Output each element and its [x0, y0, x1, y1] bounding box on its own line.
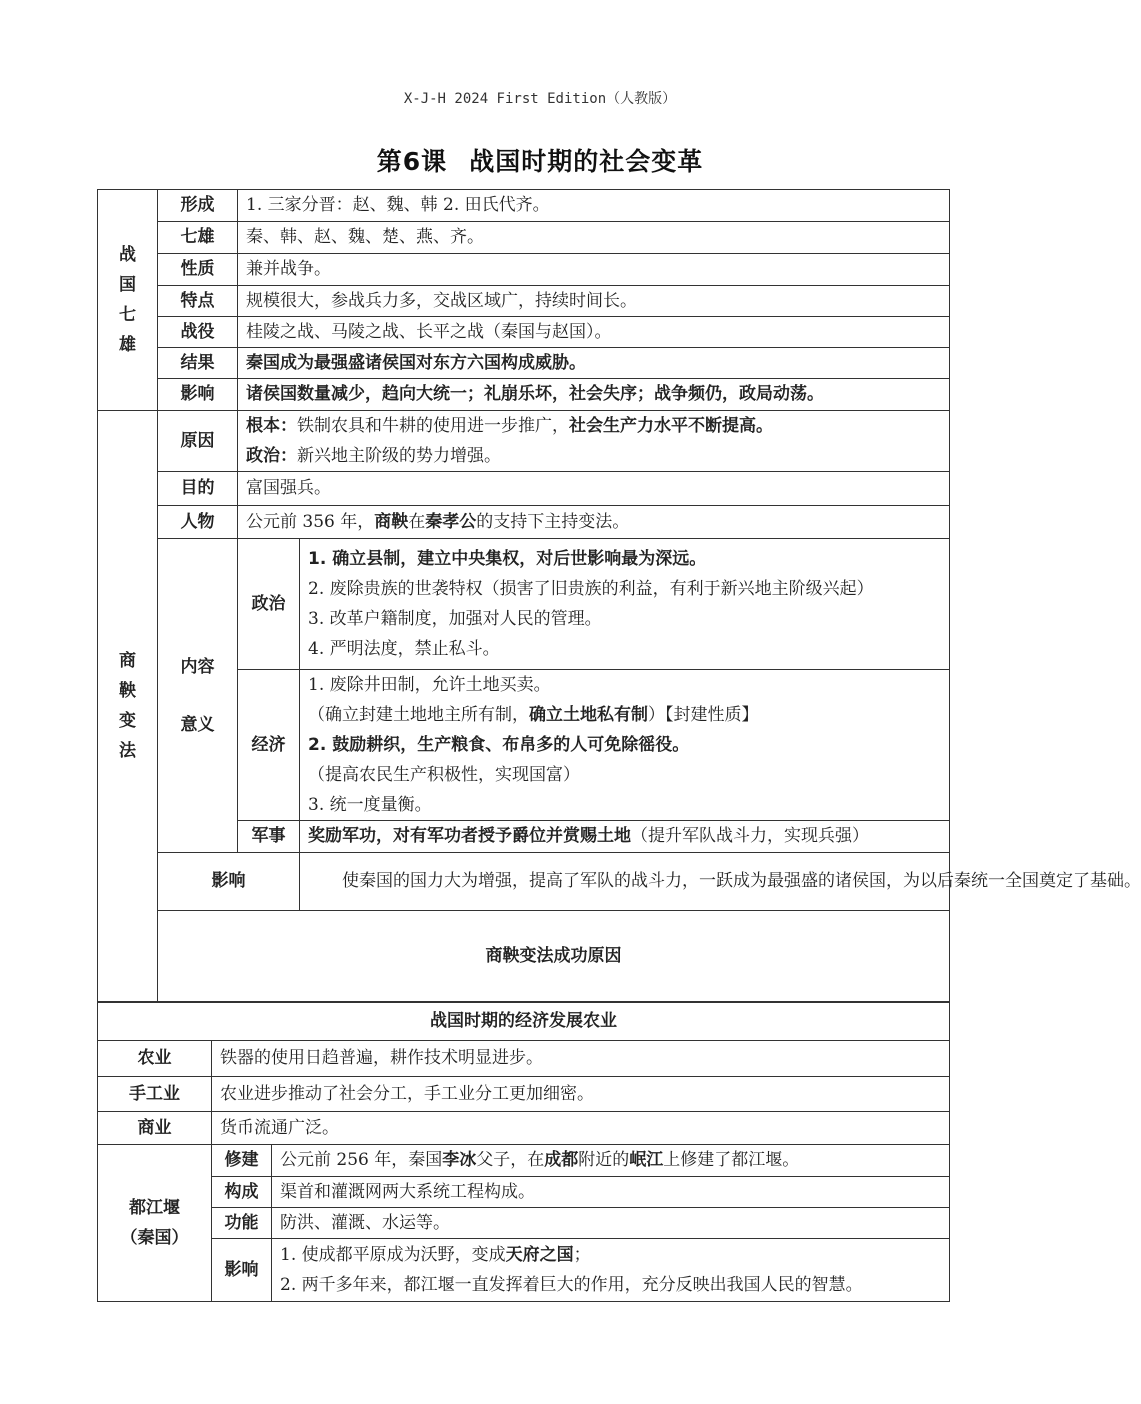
purpose-value: 富国强兵。 [238, 472, 950, 506]
dujiangyan-label: 都江堰 （秦国） [98, 1145, 212, 1302]
row-value: 秦国成为最强盛诸侯国对东方六国构成威胁。 [238, 348, 950, 379]
economy-value: 1. 废除井田制，允许土地买卖。 （确立封建土地地主所有制，确立土地私有制）【封建性质】 2. 鼓励耕织，生产粮食、布帛多的人可免除徭役。 （提高农民生产积极性，实现国富） 3. 统一度量衡。 [300, 670, 950, 821]
function-key: 功能 [212, 1208, 272, 1239]
impact-value: 使秦国的国力大为增强，提高了军队的战斗力，一跃成为最强盛的诸侯国，为以后秦统一全国奠定了基础。 [300, 853, 950, 911]
reason-politics-text: 新兴地主阶级的势力增强。 [297, 446, 501, 466]
table-row [98, 286, 950, 317]
row-value: 规模很大，参战兵力多，交战区域广，持续时间长。 [238, 286, 950, 317]
dj-impact-key: 影响 [212, 1239, 272, 1302]
main-table [97, 189, 1141, 1002]
reason-root-label: 根本： [246, 416, 297, 436]
function-value: 防洪、灌溉、水运等。 [272, 1208, 950, 1239]
row-value: 铁器的使用日趋普遍，耕作技术明显进步。 [212, 1041, 950, 1077]
politics-value: 1. 确立县制，建立中央集权，对后世影响最为深远。 2. 废除贵族的世袭特权（损害了旧贵族的利益，有利于新兴地主阶级兴起） 3. 改革户籍制度，加强对人民的管理。 4. 严明法度，禁止私斗。 [300, 539, 950, 670]
row-key: 结果 [158, 348, 238, 379]
reason-root-bold: 社会生产力水平不断提高。 [569, 416, 773, 436]
table-row [98, 317, 950, 348]
row-key: 特点 [158, 286, 238, 317]
economy-key: 经济 [238, 670, 300, 821]
shangyang-label: 商 鞅 变 法 [98, 411, 158, 1002]
table-row [98, 222, 950, 254]
page-header: X-J-H 2024 First Edition（人教版） [403, 91, 677, 107]
table-row [98, 853, 950, 911]
success-key: 商鞅变法成功原因 [158, 911, 950, 1002]
table-row [98, 1145, 950, 1177]
row-key: 性质 [158, 254, 238, 286]
reason-root-text: 铁制农具和牛耕的使用进一步推广， [297, 416, 569, 436]
row-value: 货币流通广泛。 [212, 1112, 950, 1145]
qixiong-label: 战 国 七 雄 [98, 190, 158, 411]
table-row [98, 1177, 950, 1208]
reason-key: 原因 [158, 411, 238, 472]
purpose-key: 目的 [158, 472, 238, 506]
table-row [98, 379, 950, 411]
row-key: 七雄 [158, 222, 238, 254]
table-row [98, 1041, 950, 1077]
row-key: 形成 [158, 190, 238, 222]
person-key: 人物 [158, 506, 238, 539]
table-row [98, 190, 950, 222]
content-meaning-label: 内容 意义 [158, 539, 238, 853]
row-key: 商业 [98, 1112, 212, 1145]
row-value: 兼并战争。 [238, 254, 950, 286]
table-row [98, 1077, 950, 1112]
politics-key: 政治 [238, 539, 300, 670]
table-row [98, 911, 950, 1002]
structure-value: 渠首和灌溉网两大系统工程构成。 [272, 1177, 950, 1208]
table-row [98, 472, 950, 506]
row-key: 影响 [158, 379, 238, 411]
table-row [98, 254, 950, 286]
row-key: 战役 [158, 317, 238, 348]
impact-key: 影响 [158, 853, 300, 911]
row-value: 秦、韩、赵、魏、楚、燕、齐。 [238, 222, 950, 254]
dj-impact-value: 1. 使成都平原成为沃野，变成天府之国； 2. 两千多年来，都江堰一直发挥着巨大的作用，充分反映出我国人民的智慧。 [272, 1239, 950, 1302]
table-row [98, 1208, 950, 1239]
reason-politics-label: 政治： [246, 446, 297, 466]
economy-section-title: 战国时期的经济发展农业 [98, 1003, 950, 1041]
table-row [98, 1239, 950, 1302]
military-value: 奖励军功，对有军功者授予爵位并赏赐土地（提升军队战斗力，实现兵强） [300, 821, 950, 853]
table-row [98, 411, 950, 472]
page-title [0, 142, 1080, 178]
structure-key: 构成 [212, 1177, 272, 1208]
lesson-number: 第6课 [376, 147, 448, 176]
table-row [98, 506, 950, 539]
row-key: 农业 [98, 1041, 212, 1077]
table-row [98, 1112, 950, 1145]
person-value: 公元前 356 年，商鞅在秦孝公的支持下主持变法。 [238, 506, 950, 539]
build-key: 修建 [212, 1145, 272, 1177]
row-key: 手工业 [98, 1077, 212, 1112]
row-value: 1. 三家分晋：赵、魏、韩 2. 田氏代齐。 [238, 190, 950, 222]
row-value: 桂陵之战、马陵之战、长平之战（秦国与赵国）。 [238, 317, 950, 348]
table-row [98, 348, 950, 379]
economy-table [97, 1002, 950, 1302]
table-row [98, 539, 950, 670]
reason-value [238, 411, 950, 472]
row-value: 农业进步推动了社会分工，手工业分工更加细密。 [212, 1077, 950, 1112]
table-row [98, 1003, 950, 1041]
lesson-name: 战国时期的社会变革 [469, 147, 704, 176]
military-key: 军事 [238, 821, 300, 853]
row-value: 诸侯国数量减少，趋向大统一；礼崩乐坏，社会失序；战争频仍，政局动荡。 [238, 379, 950, 411]
build-value: 公元前 256 年，秦国李冰父子，在成都附近的岷江上修建了都江堰。 [272, 1145, 950, 1177]
